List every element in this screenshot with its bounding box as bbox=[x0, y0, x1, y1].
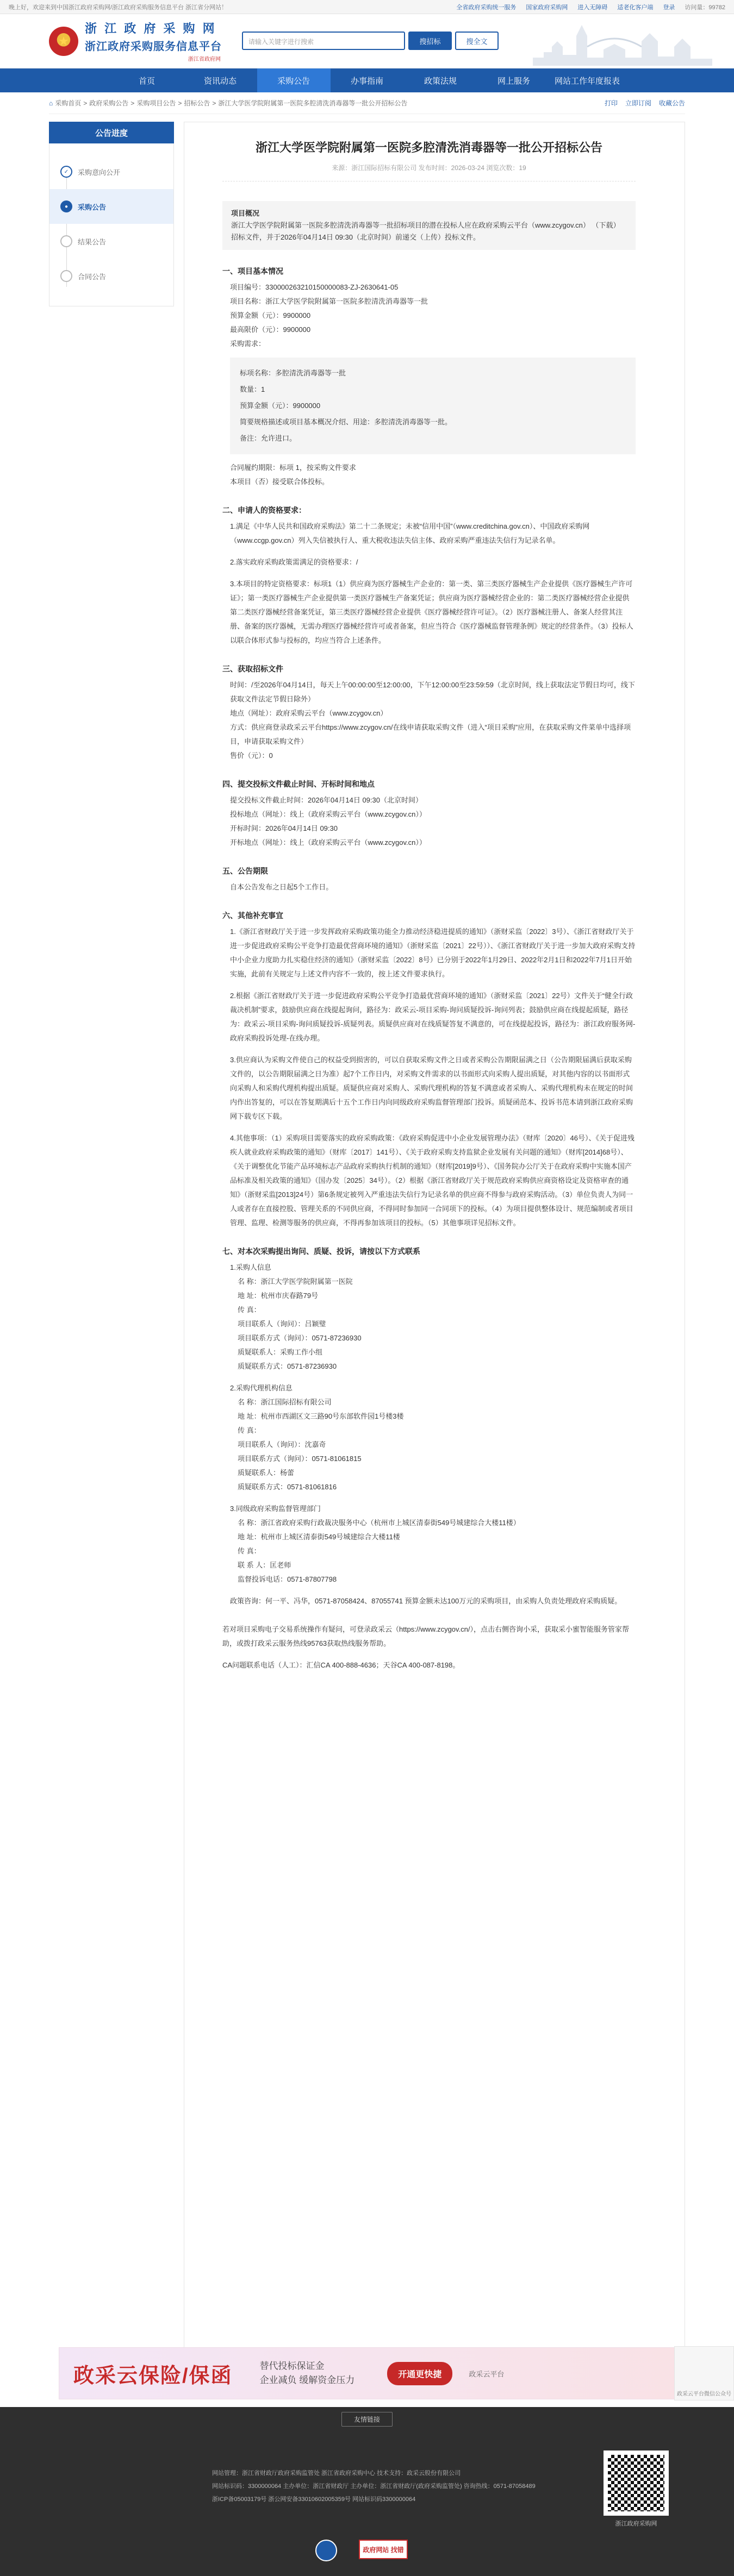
info-line: 1.满足《中华人民共和国政府采购法》第二十二条规定；未被“信用中国”（www.creditchina.gov.cn）、中国政府采购网（www.ccgp.gov.cn）列入失信被执行人、重大税收违法失信主体、政府采购严重违法失信行为记录名单。 bbox=[230, 522, 590, 544]
page-title: 浙江大学医学院附属第一医院多腔清洗消毒器等一批公开招标公告 bbox=[255, 141, 602, 154]
banner-slogan1: 替代投标保证金 bbox=[259, 2361, 325, 2371]
lot-line: 预算金额（元）：9900000 bbox=[240, 402, 321, 410]
login-link[interactable]: 登录 bbox=[663, 4, 675, 11]
search-fulltext-button[interactable]: 搜全文 bbox=[455, 32, 499, 50]
contact-line: 名 称：浙江大学医学院附属第一医院 bbox=[238, 1277, 353, 1286]
contact-heading: 2.采购代理机构信息 bbox=[230, 1384, 293, 1392]
contact-heading: 1.采购人信息 bbox=[230, 1263, 271, 1271]
contact-line: 传 真： bbox=[238, 1306, 261, 1314]
banner-note: 政采云平台 bbox=[469, 2370, 505, 2378]
contact-line: 质疑联系方式：0571-87236930 bbox=[238, 1362, 337, 1370]
top-links bbox=[456, 3, 725, 11]
pending-dot-icon bbox=[60, 235, 72, 247]
sidebar-item-label: 采购公告 bbox=[78, 203, 107, 211]
contact-heading: 3.同级政府采购监督管理部门 bbox=[230, 1505, 321, 1513]
current-dot-icon: ● bbox=[60, 200, 72, 212]
article-meta: 来源：浙江国际招标有限公司 发布时间：2026-03-24 浏览次数：19 bbox=[222, 163, 636, 181]
main-content bbox=[49, 122, 685, 2366]
nav-online-service[interactable]: 网上服务 bbox=[497, 76, 530, 86]
info-line: 项目名称：浙江大学医学院附属第一医院多腔清洗消毒器等一批 bbox=[230, 297, 428, 305]
info-line: 投标地点（网址）：线上（政府采购云平台（www.zcygov.cn）） bbox=[230, 810, 426, 818]
tail-line: CA问题联系电话（人工）：汇信CA 400-888-4636；天谷CA 400-087-8198。 bbox=[222, 1661, 460, 1669]
site-header bbox=[0, 14, 734, 68]
link-unified-service[interactable]: 全省政府采购统一服务 bbox=[456, 4, 517, 11]
nav-announcements[interactable]: 采购公告 bbox=[257, 68, 331, 92]
insurance-banner[interactable] bbox=[59, 2347, 676, 2399]
info-line: 1.《浙江省财政厅关于进一步发挥政府采购政策功能全力推动经济稳进提质的通知》（浙财采监〔2022〕3号）、《浙江省财政厅关于进一步促进政府采购公平竞争打造最优营商环境的通知》（浙财采监〔2021〕22号））、《浙江省财政厅关于进一步加大政府采购支持中小企业力度助力扎实稳住经济的通知》（浙财采监〔2022〕8号）已分别于2022年1月29日、2022年2月1日和2022年7月1日开始实施，此前有关规定与上述文件内容不一致的，按上述文件要求执行。 bbox=[230, 927, 636, 978]
summary-title: 项目概况 bbox=[231, 209, 260, 217]
summary-text: 浙江大学医学院附属第一医院多腔清洗消毒器等一批招标项目的潜在投标人应在政府采购云平台（www.zcygov.cn） （下载）招标文件，并于2026年04月14日 09:30（北京时间）前递交（上传）投标文件。 bbox=[231, 221, 620, 241]
link-elder-client[interactable]: 适老化客户端 bbox=[617, 4, 654, 11]
info-line: 自本公告发布之日起5个工作日。 bbox=[230, 883, 333, 891]
info-line: 提交投标文件截止时间：2026年04月14日 09:30（北京时间） bbox=[230, 796, 422, 804]
lot-box bbox=[230, 358, 636, 454]
sidebar-item-label: 采购意向公开 bbox=[78, 168, 121, 177]
section-title: 二、申请人的资格要求： bbox=[222, 506, 306, 515]
visit-count: 访问量：99782 bbox=[685, 4, 725, 11]
section-deadline bbox=[222, 777, 636, 850]
info-line: 4.其他事项：（1）采购项目需要落实的政府采购政策：《政府采购促进中小企业发展管理办法》（财库〔2020〕46号）、《关于促进残疾人就业政府采购政策的通知》（财库〔2017〕141号）、《关于政府采购支持监狱企业发展有关问题的通知》（财库[2014]68号）、《关于调整优化节能产品环境标志产品政府采购执行机制的通知》（财库[2019]9号）、《国务院办公厅关于在政府采购中实施本国产品标准及相关政策的通知》（国办发〔2025〕34号）。（2）根据《浙江省财政厅关于规范政府采购供应商资格设定及资格审查的通知》（浙财采监[2013]24号）第6条规定被列入严重违法失信行为记录名单的供应商不得参与政府采购活动。（3）单位负责人为同一人或者存在直接控股、管理关系的不同供应商，不得同时参加同一合同项下的投标。（4）为项目提供整体设计、规范编制或者项目管理、监理、检测等服务的供应商，不得再参加该项目的投标。（5）其他事项详见招标文件。 bbox=[230, 1134, 635, 1227]
contact-line: 地 址：杭州市上城区清泰街549号城建综合大楼11楼 bbox=[238, 1533, 400, 1541]
search-bid-button[interactable]: 搜招标 bbox=[408, 32, 452, 50]
nav-news[interactable]: 资讯动态 bbox=[203, 76, 237, 86]
nav-annual-report[interactable]: 网站工作年度报表 bbox=[554, 76, 620, 86]
progress-sidebar bbox=[49, 122, 174, 306]
info-line: 项目编号：330000263210150000083-ZJ-2630641-05 bbox=[230, 283, 399, 291]
breadcrumb-item-announcements[interactable]: 政府采购公告 bbox=[89, 99, 129, 107]
lot-line: 数量：1 bbox=[240, 385, 265, 393]
qr-caption: 政采云平台微信公众号 bbox=[677, 2391, 731, 2397]
section-title: 一、项目基本情况 bbox=[222, 267, 283, 275]
top-bar bbox=[0, 0, 734, 14]
section-qualification bbox=[222, 503, 636, 648]
section-title: 七、对本次采购提出询问、质疑、投诉，请按以下方式联系 bbox=[222, 1247, 420, 1256]
nav-home[interactable]: 首页 bbox=[138, 76, 155, 86]
section-title: 三、获取招标文件 bbox=[222, 665, 283, 673]
policy-contact: 政策咨询：何一平、冯华，0571-87058424、87055741 预算金额未达100万元的采购项目，由采购人负责处理政府采购质疑。 bbox=[230, 1597, 622, 1605]
section-tail bbox=[222, 1622, 636, 1672]
section-title: 五、公告期限 bbox=[222, 867, 268, 875]
search-area bbox=[242, 32, 499, 50]
site-title-line1: 浙 江 政 府 采 购 网 bbox=[85, 22, 217, 35]
banner-cta-button[interactable]: 开通更快捷 bbox=[387, 2362, 452, 2385]
info-line: 合同履约期限：标项 1，按采购文件要求 bbox=[230, 463, 356, 472]
info-line: 最高限价（元）：9900000 bbox=[230, 325, 311, 334]
announcement-article bbox=[184, 122, 685, 2366]
footer-line: 网站标识码：3300000064 主办单位：浙江省财政厅 主办单位：浙江省财政厅(政府采购监管处) 咨询热线：0571-87058489 bbox=[212, 2483, 536, 2490]
lot-line: 备注：允许进口。 bbox=[240, 434, 297, 442]
favorite-button[interactable]: 收藏公告 bbox=[658, 99, 685, 107]
banner-brand: 政采云保险/保函 bbox=[73, 2364, 233, 2387]
welcome-text: 晚上好，欢迎来到中国浙江政府采购网/浙江政府采购服务信息平台 浙江省分网站！ bbox=[9, 4, 228, 11]
gov-site-error-badge[interactable]: 政府网站 找错 bbox=[359, 2540, 408, 2559]
info-line: 时间：/至2026年04月14日，每天上午00:00:00至12:00:00，下午12:00:00至23:59:59（北京时间，线上获取法定节假日均可，线下获取文件法定节假日除外） bbox=[230, 681, 635, 703]
contact-line: 项目联系方式（询问）：0571-81061815 bbox=[238, 1455, 362, 1463]
search-input[interactable]: 请输入关键字进行搜索 bbox=[242, 32, 405, 50]
skyline-decoration-icon bbox=[533, 20, 712, 66]
section-get-documents bbox=[222, 662, 636, 763]
contact-line: 项目联系方式（询问）：0571-87236930 bbox=[238, 1334, 362, 1342]
subscribe-button[interactable]: 立即订阅 bbox=[625, 99, 651, 107]
nav-policy[interactable]: 政策法规 bbox=[424, 76, 457, 86]
nav-guide[interactable]: 办事指南 bbox=[350, 76, 383, 86]
friend-links-button[interactable]: 友情链接 bbox=[341, 2412, 393, 2427]
contact-line: 地 址：杭州市庆春路79号 bbox=[238, 1292, 319, 1300]
info-line: 售价（元）：0 bbox=[230, 751, 273, 760]
contact-line: 地 址：杭州市西湖区文三路90号东部软件园1号楼3楼 bbox=[238, 1412, 404, 1420]
section-contacts bbox=[222, 1244, 636, 1608]
qr-code-icon bbox=[604, 2450, 669, 2516]
sidebar-item-announcement[interactable] bbox=[49, 189, 173, 224]
info-line: 预算金额（元）：9900000 bbox=[230, 311, 311, 319]
national-emblem-icon: ★ bbox=[49, 27, 78, 56]
info-line: 2.落实政府采购政策需满足的资格要求：/ bbox=[230, 558, 358, 566]
breadcrumb-item-home[interactable]: 采购首页 bbox=[55, 99, 82, 107]
contact-line: 联 系 人：匡老师 bbox=[238, 1561, 291, 1569]
section-title: 四、提交投标文件截止时间、开标时间和地点 bbox=[222, 780, 375, 788]
info-line: 开标地点（网址）：线上（政府采购云平台（www.zcygov.cn）） bbox=[230, 838, 426, 847]
contact-line: 传 真： bbox=[238, 1426, 261, 1434]
info-line: 地点（网址）：政府采购云平台（www.zcygov.cn） bbox=[230, 709, 388, 717]
footer-qr-caption: 浙江政府采购网 bbox=[615, 2521, 657, 2527]
contact-line: 传 真： bbox=[238, 1547, 261, 1555]
info-line: 2.根据《浙江省财政厅关于进一步促进政府采购公平竞争打造最优营商环境的通知》（浙财采监〔2021〕22号）文件关于“健全行政裁决机制”要求，鼓励供应商在线提起询问，路径为：政采云-项目采购-询问质疑投诉-询问列表；鼓励供应商在线提起质疑，路径为：政采云-项目采购-询问质疑投诉-质疑列表。质疑供应商对在线质疑答复不满意的，可在线提起投诉，路径为：浙江政府服务网-政府采购投诉处理-在线办理。 bbox=[230, 992, 636, 1042]
link-accessibility[interactable]: 进入无障碍 bbox=[577, 4, 608, 11]
print-button[interactable]: 打印 bbox=[604, 99, 618, 107]
banner-slogan2: 企业减负 缓解资金压力 bbox=[259, 2375, 355, 2385]
breadcrumb: ⌂ 采购首页 > 政府采购公告 > 采购项目公告 > 招标公告 > 浙江大学医学院附属第一医院多腔清洗消毒器等一批公开招标公告 打印 立即订阅 收藏公告 bbox=[49, 92, 685, 114]
footer-line: 网站管理：浙江省财政厅政府采购监管处 浙江省政府采购中心 技术支持：政采云股份有限公司 bbox=[212, 2470, 461, 2477]
section-other-matters bbox=[222, 908, 636, 1230]
check-icon: ✓ bbox=[60, 166, 72, 178]
home-icon: ⌂ bbox=[49, 99, 53, 107]
project-summary bbox=[222, 201, 636, 250]
wechat-qr bbox=[674, 2346, 734, 2400]
footer-line: 浙ICP备05003179号 浙公网安备33010602005359号 网站标识码3300000064 bbox=[212, 2496, 416, 2503]
sidebar-item-intent[interactable] bbox=[60, 154, 173, 189]
site-subtitle: 浙江省政府网 bbox=[188, 57, 221, 62]
sidebar-title: 公告进度 bbox=[49, 122, 174, 143]
contact-line: 质疑联系人：杨蕾 bbox=[238, 1469, 295, 1477]
main-nav bbox=[0, 68, 734, 92]
breadcrumb-item-tender[interactable]: 招标公告 bbox=[184, 99, 210, 107]
info-line: 3.本项目的特定资格要求：标项1（1）供应商为医疗器械生产企业的：第一类、第三类医疗器械生产企业提供《医疗器械生产许可证》；第一类医疗器械生产企业提供第一类医疗器械生产备案凭证；供应商为医疗器械经营企业的：第二类医疗器械经营企业提供第二类医疗器械经营备案凭证，第三类医疗器械经营企业提供《医疗器械经营许可证》。（2）医疗器械注册人、备案人经营其注册、备案的医疗器械，无需办理医疗器械经营许可或者备案，但应当符合《医疗器械监督管理条例》规定的经营条件。（3）投标人以联合体形式参与投标的，均应当符合上述条件。 bbox=[230, 580, 633, 644]
info-line: 本项目（否）接受联合体投标。 bbox=[230, 478, 329, 486]
info-line: 方式：供应商登录政采云平台https://www.zcygov.cn/在线申请获取采购文件（进入“项目采购”应用，在获取采购文件菜单中选择项目，申请获取采购文件） bbox=[230, 723, 631, 745]
link-national-site[interactable]: 国家政府采购网 bbox=[526, 4, 568, 11]
contact-line: 监督投诉电话：0571-87807798 bbox=[238, 1575, 337, 1583]
info-line: 采购需求： bbox=[230, 340, 266, 348]
site-logo[interactable] bbox=[49, 20, 222, 62]
contact-line: 质疑联系人：采购工作小组 bbox=[238, 1348, 323, 1356]
breadcrumb-item-project[interactable]: 采购项目公告 bbox=[136, 99, 176, 107]
contact-line: 质疑联系方式：0571-81061816 bbox=[238, 1483, 337, 1491]
pending-dot-icon bbox=[60, 270, 72, 282]
party-gov-badge-icon[interactable] bbox=[315, 2540, 337, 2561]
section-period bbox=[222, 864, 636, 894]
tail-line: 若对项目采购电子交易系统操作有疑问，可登录政采云（https://www.zcygov.cn/），点击右侧咨询小采，获取采小蜜智能服务管家帮助，或拨打政采云服务热线95763获取热线服务帮助。 bbox=[222, 1625, 630, 1647]
breadcrumb-current: 浙江大学医学院附属第一医院多腔清洗消毒器等一批公开招标公告 bbox=[218, 99, 408, 107]
section-basic-info bbox=[222, 264, 636, 489]
info-line: 3.供应商认为采购文件使自己的权益受到损害的，可以自获取采购文件之日或者采购公告期限届满之日（公告期限届满后获取采购文件的，以公告期限届满之日为准）起7个工作日内，对采购文件需求的以书面形式向采购人提出质疑，对其他内容的以书面形式向采购人和采购代理机构提出质疑。质疑供应商对采购人、采购代理机构的答复不满意或者采购人、采购代理机构未在规定的时间内作出答复的，可以在答复期满后十五个工作日内向同级政府采购监督管理部门投诉。质疑函范本、投诉书范本请到浙江政府采购网下载专区下载。 bbox=[230, 1056, 633, 1120]
sidebar-item-result[interactable] bbox=[60, 224, 173, 259]
sidebar-item-contract[interactable] bbox=[60, 259, 173, 293]
sidebar-item-label: 结果公告 bbox=[78, 237, 107, 246]
contact-line: 项目联系人（询问）：吕颖璧 bbox=[238, 1320, 326, 1328]
site-footer bbox=[0, 2407, 734, 2576]
section-title: 六、其他补充事宜 bbox=[222, 911, 283, 920]
info-line: 开标时间：2026年04月14日 09:30 bbox=[230, 824, 338, 832]
lot-line: 简要规格描述或项目基本概况介绍、用途：多腔清洗消毒器等一批。 bbox=[240, 418, 452, 426]
lot-line: 标项名称：多腔清洗消毒器等一批 bbox=[240, 369, 346, 377]
contact-line: 名 称：浙江国际招标有限公司 bbox=[238, 1398, 332, 1406]
contact-line: 名 称：浙江省政府采购行政裁决服务中心（杭州市上城区清泰街549号城建综合大楼11楼） bbox=[238, 1519, 520, 1527]
contact-line: 项目联系人（询问）：沈嘉奇 bbox=[238, 1440, 326, 1449]
site-title-line2: 浙江政府采购服务信息平台 bbox=[85, 41, 222, 53]
sidebar-item-label: 合同公告 bbox=[78, 272, 107, 281]
